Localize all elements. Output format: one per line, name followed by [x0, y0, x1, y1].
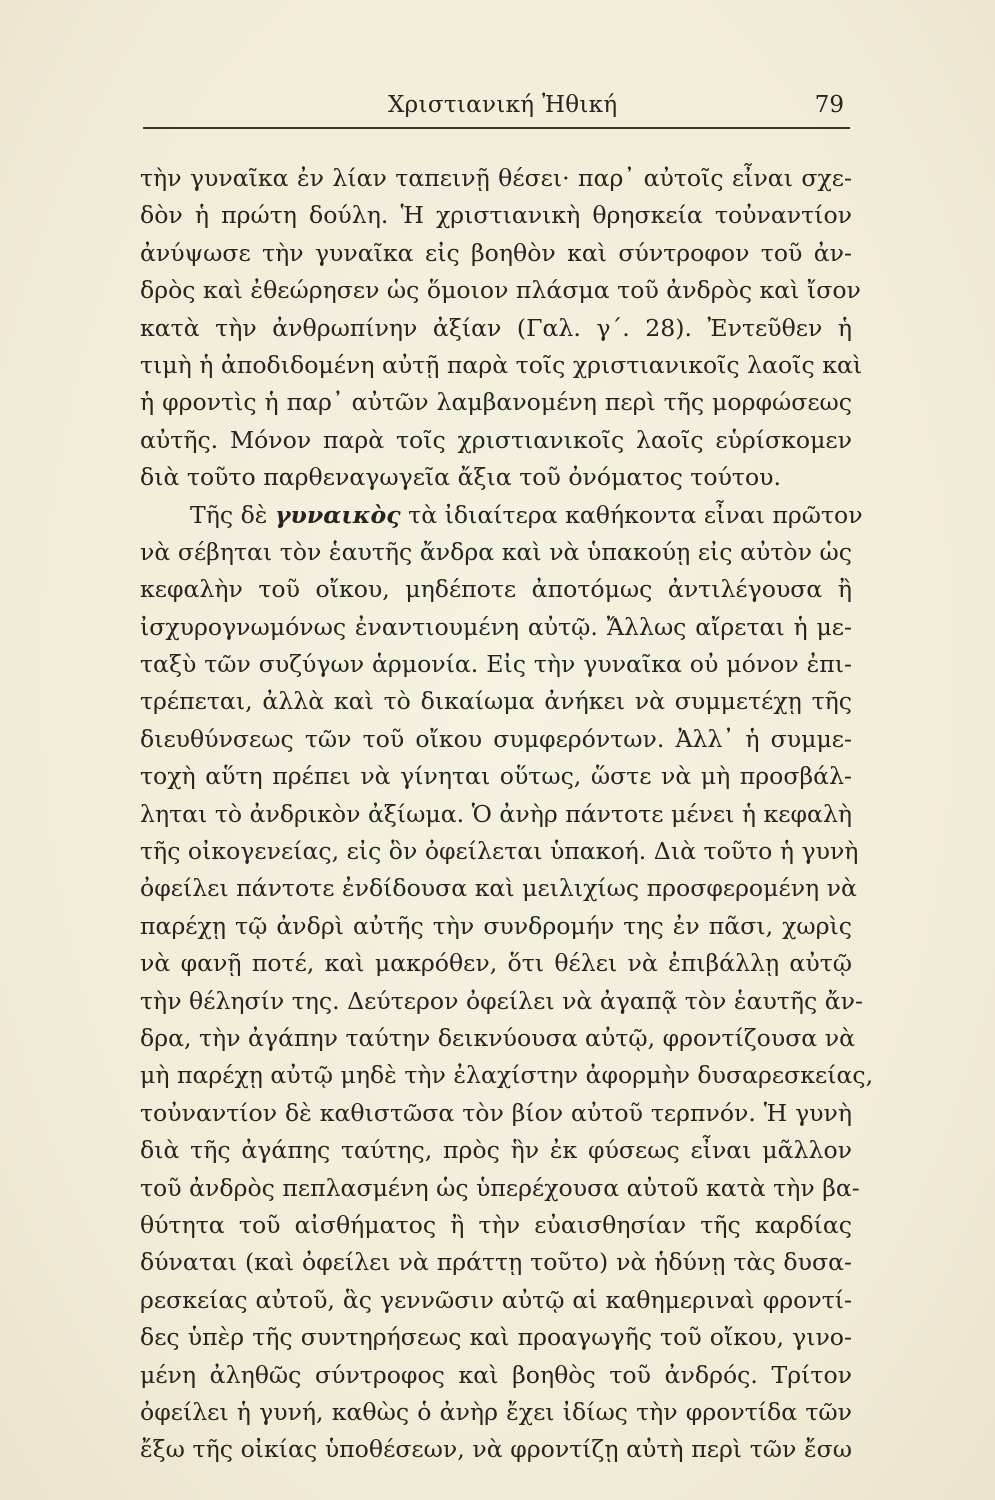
text-line: τὴν θέλησίν της. Δεύτερον ὀφείλει νὰ ἀγαπᾷ τὸν ἑαυτῆς ἄν- — [140, 986, 863, 1015]
paragraph-lead: Τῆς δὲ — [190, 500, 268, 529]
text-line: ἀνύψωσε τὴν γυναῖκα εἰς βοηθὸν καὶ σύντροφον τοῦ ἀν- — [140, 238, 852, 267]
emphasis-word: γυναικὸς — [274, 500, 401, 529]
paragraph-opening-line — [140, 497, 863, 534]
text-line: ὀφείλει πάντοτε ἐνδίδουσα καὶ μειλιχίως προσφερομένη νὰ — [140, 874, 857, 903]
text-line: μὴ παρέχῃ αὐτῷ μηδὲ τὴν ἐλαχίστην ἀφορμὴν δυσαρεσκείας, — [140, 1061, 874, 1090]
text-line: παρέχῃ τῷ ἀνδρὶ αὐτῆς τὴν συνδρομήν της ἐν πᾶσι, χωρὶς — [140, 911, 852, 940]
text-line: κεφαλὴν τοῦ οἴκου, μηδέποτε ἀποτόμως ἀντιλέγουσα ἢ — [140, 575, 852, 604]
text-line: τοῦ ἀνδρὸς πεπλασμένη ὡς ὑπερέχουσα αὐτοῦ κατὰ τὴν βα- — [140, 1173, 860, 1202]
text-line: ληται τὸ ἀνδρικὸν ἀξίωμα. Ὁ ἀνὴρ πάντοτε μένει ἡ κεφαλὴ — [140, 799, 853, 828]
text-line: νὰ φανῇ ποτέ, καὶ μακρόθεν, ὅτι θέλει νὰ ἐπιβάλλῃ αὐτῷ — [140, 949, 852, 978]
text-line: αὐτῆς. Μόνον παρὰ τοῖς χριστιανικοῖς λαοῖς εὑρίσκομεν — [140, 425, 852, 454]
text-line: δες ὑπὲρ τῆς συντηρήσεως καὶ προαγωγῆς τοῦ οἴκου, γινο- — [140, 1323, 852, 1352]
text-line: κατὰ τὴν ἀνθρωπίνην ἀξίαν (Γαλ. γ΄. 28). Ἐντεῦθεν ἡ — [140, 313, 852, 342]
body-text — [140, 160, 874, 1469]
text-line: ἔξω τῆς οἰκίας ὑποθέσεων, νὰ φροντίζῃ αὐτὴ περὶ τῶν ἔσω — [140, 1435, 852, 1464]
text-line: διευθύνσεως τῶν τοῦ οἴκου συμφερόντων. Ἀλλ᾽ ἡ συμμε- — [140, 724, 852, 753]
text-line: ρεσκείας αὐτοῦ, ἃς γεννῶσιν αὐτῷ αἱ καθημεριναὶ φροντί- — [140, 1285, 852, 1314]
text-line: ταξὺ τῶν συζύγων ἁρμονία. Εἰς τὴν γυναῖκα οὐ μόνον ἐπι- — [140, 650, 852, 679]
text-line-remainder: τὰ ἰδιαίτερα καθήκοντα εἶναι πρῶτον — [408, 500, 863, 529]
text-line: θύτητα τοῦ αἰσθήματος ἢ τὴν εὐαισθησίαν τῆς καρδίας — [140, 1210, 852, 1239]
text-line: ὀφείλει ἡ γυνή, καθὼς ὁ ἀνὴρ ἔχει ἰδίως τὴν φροντίδα τῶν — [140, 1397, 852, 1426]
running-header — [140, 86, 852, 126]
text-line: τοὐναντίον δὲ καθιστῶσα τὸν βίον αὐτοῦ τερπνόν. Ἡ γυνὴ — [140, 1098, 852, 1127]
text-line: μένη ἀληθῶς σύντροφος καὶ βοηθὸς τοῦ ἀνδρός. Τρίτον — [140, 1360, 852, 1389]
text-line: νὰ σέβηται τὸν ἑαυτῆς ἄνδρα καὶ νὰ ὑπακούῃ εἰς αὐτὸν ὡς — [140, 537, 852, 566]
text-line: δρὸς καὶ ἐθεώρησεν ὡς ὅμοιον πλάσμα τοῦ ἀνδρὸς καὶ ἴσον — [140, 276, 861, 305]
text-line: διὰ τοῦτο παρθεναγωγεῖα ἄξια τοῦ ὀνόματος τούτου. — [140, 463, 782, 492]
text-line: τὴν γυναῖκα ἐν λίαν ταπεινῇ θέσει· παρ᾽ αὐτοῖς εἶναι σχε- — [140, 164, 852, 192]
text-line: τῆς οἰκογενείας, εἰς ὃν ὀφείλεται ὑπακοή. Διὰ τοῦτο ἡ γυνὴ — [140, 837, 859, 866]
header-rule — [143, 127, 850, 129]
running-title: Χριστιανική Ἠθική — [388, 92, 618, 118]
text-line: δρα, τὴν ἀγάπην ταύτην δεικνύουσα αὐτῷ, φροντίζουσα νὰ — [140, 1023, 856, 1052]
text-line: ἰσχυρογνωμόνως ἐναντιουμένη αὐτῷ. Ἄλλως αἴρεται ἡ με- — [140, 612, 852, 641]
text-line: διὰ τῆς ἀγάπης ταύτης, πρὸς ἣν ἐκ φύσεως εἶναι μᾶλλον — [140, 1136, 852, 1165]
text-line: τοχὴ αὕτη πρέπει νὰ γίνηται οὕτως, ὥστε νὰ μὴ προσβάλ- — [140, 762, 852, 791]
text-line: δὸν ἡ πρώτη δούλη. Ἡ χριστιανικὴ θρησκεία τοὐναντίον — [140, 201, 852, 230]
text-line: δύναται (καὶ ὀφείλει νὰ πράττῃ τοῦτο) νὰ ἡδύνῃ τὰς δυσα- — [140, 1248, 852, 1277]
text-line: τιμὴ ἡ ἀποδιδομένη αὐτῇ παρὰ τοῖς χριστιανικοῖς λαοῖς καὶ — [140, 350, 863, 379]
text-line: τρέπεται, ἀλλὰ καὶ τὸ δικαίωμα ἀνήκει νὰ συμμετέχῃ τῆς — [140, 687, 852, 716]
page-number: 79 — [814, 92, 844, 118]
text-line: ἡ φροντὶς ἡ παρ᾽ αὐτῶν λαμβανομένη περὶ τῆς μορφώσεως — [140, 388, 852, 417]
